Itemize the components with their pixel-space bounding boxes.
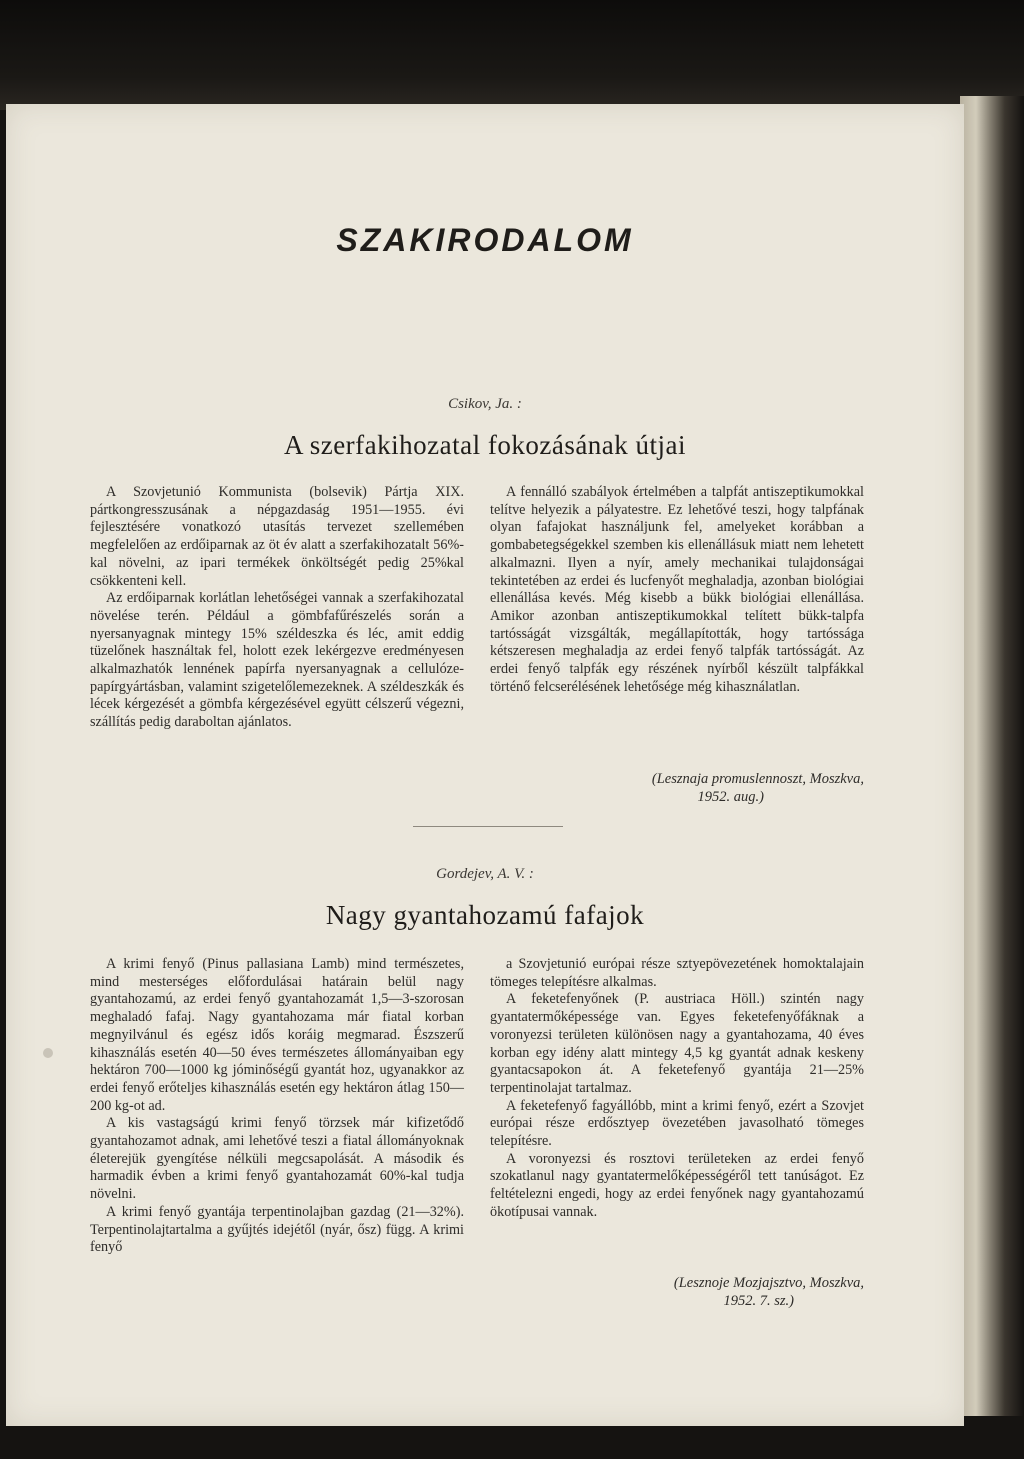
article2-left-paragraph: A krimi fenyő (Pinus pallasiana Lamb) mind természetes, mind mesterséges előfordulásai határain belül nagy gyantahozamú, az erdei fenyő gyantahozamát 1,5—3-szorosan meghaladó fafaj. Nagy gyantahozama már fiatal korban megnyilvánul és egész idős koráig megmarad. Észszerű kihasználás esetén 40—50 éves természetes állományaiban egy hektáron 700—1000 kg jóminőségű gyantát hoz, ugyanakkor az erdei fenyő erőteljes kihasználás esetén egy hektáron átlag 150—200 kg-ot ad. <box>90 956 464 1114</box>
article2-title: Nagy gyantahozamú fafajok <box>325 900 645 930</box>
scan-background-top <box>0 0 1024 110</box>
article2-right-paragraph: A voronyezsi és rosztovi területeken az erdei fenyő szokatlanul nagy gyantatermelőképességéről tett tanúságot. Ez feltételezni engedi, hogy az erdei fenyőnek nagy gyantahozamú ökotípusai vannak. <box>490 1150 864 1220</box>
article1-left-paragraph: Az erdőiparnak korlátlan lehetőségei vannak a szerfakihozatal növelése terén. Például a gömbfafűrészelés során a nyersanyagnak mintegy 15% széldeszka és léc, amit eddig tüzelőnek használtak fel, holott ezek lekérgezve eredményesen alkalmazhatók lennének papírfa nyersanyagnak a cellulóze-papírgyártásban, valamint szigetelőlemezeknek. A széldeszkák és lécek kérgezését a gömbfa kérgezésével együtt célszerű végezni, szállítás pedig daraboltan ajánlatos. <box>90 590 464 731</box>
article1-title: A szerfakihozatal fokozásának útjai <box>283 430 687 460</box>
article1-source-line1: (Lesznaja promuslennoszt, Moszkva, <box>651 771 864 787</box>
article1-right-paragraph: A fennálló szabályok értelmében a talpfát antiszeptikumokkal telítve helyezik a pályatestre. Ez lehetővé teszi, hogy talpfának olyan fafajokat használjunk fel, amelyeket korábban a gombabetegségekkel szemben kis ellenállásuk miatt nem lehetett alkalmazni. Ilyen a nyír, amely mechanikai tulajdonságai tekintetében az erdei és lucfenyőt meghaladja, azonban biológiai ellenállása kevés. Még kisebb a bükk biológiai ellenállása. Amikor azonban antiszeptikumokkal telített bükk-talpfa tartósságát vizsgálták, megállapították, hogy tartóssága kétszeresen meghaladja az erdei fenyő talpfák tartósságát. Az erdei fenyő talpfák egy részének nyírből készült talpfákkal történő felcserélésének lehetősége még kihasználatlan. <box>490 484 864 695</box>
document-page <box>6 104 964 1426</box>
article1-author: Csikov, Ja. : <box>448 396 522 412</box>
article1-source <box>490 770 864 806</box>
article2-left-paragraph: A krimi fenyő gyantája terpentinolajban gazdag (21—32%). Terpentinolajtartalma a gyűjtés idejétől (nyár, ősz) függ. A krimi fenyő <box>90 1203 464 1256</box>
article2-author: Gordejev, A. V. : <box>436 866 534 882</box>
article-divider <box>413 826 563 827</box>
article2-left-column <box>90 956 464 1257</box>
article2-right-paragraph: A feketefenyőnek (P. austriaca Höll.) szintén nagy gyantatermőképessége van. Egyes feketefenyőfáknak a voronyezsi területen különösen nagy a gyantahozama, 40 éves korban egy idény alatt mintegy 4,5 kg gyantát adnak keskeny gyantacsapokon át. A feketefenyő gyantája 21—25% terpentinolajat tartalmaz. <box>490 991 864 1096</box>
article2-source-line2: 1952. 7. sz.) <box>723 1293 794 1309</box>
article2-right-column <box>490 956 864 1222</box>
article1-left-paragraph: A Szovjetunió Kommunista (bolsevik) Pártja XIX. pártkongresszusának a népgazdaság 1951—1955. évi fejlesztésére vonatkozó utasítás tervezet szellemében megfelelően az erdőiparnak az öt év alatt a szerfakihozatalt 56%-kal növelni, az ipari termékek önköltségét pedig 25%kal csökkenteni kell. <box>90 484 464 589</box>
article2-right-paragraph: A feketefenyő fagyállóbb, mint a krimi fenyő, ezért a Szovjet európai része erdősztyep övezetében javasolható tömeges telepítésre. <box>490 1097 864 1150</box>
article2-source-line1: (Lesznoje Mozjajsztvo, Moszkva, <box>673 1275 864 1291</box>
section-title: SZAKIRODALOM <box>336 222 634 258</box>
binding-hole <box>43 1048 53 1058</box>
article2-left-paragraph: A kis vastagságú krimi fenyő törzsek már kifizetődő gyantahozamot adnak, ami lehetővé teszi a fiatal állományoknak életerejük gyengítése nélküli megcsapolását. A második és harmadik évben a krimi fenyő gyantahozamát 60%-kal tudja növelni. <box>90 1115 464 1203</box>
article1-left-column <box>90 484 464 732</box>
article1-right-column <box>490 484 864 696</box>
book-page-edges <box>960 96 1024 1416</box>
article2-right-paragraph: a Szovjetunió európai része sztyepövezetének homoktalajain tömeges telepítésre alkalmas. <box>490 956 864 990</box>
article1-source-line2: 1952. aug.) <box>697 789 764 805</box>
article2-source <box>490 1274 864 1310</box>
